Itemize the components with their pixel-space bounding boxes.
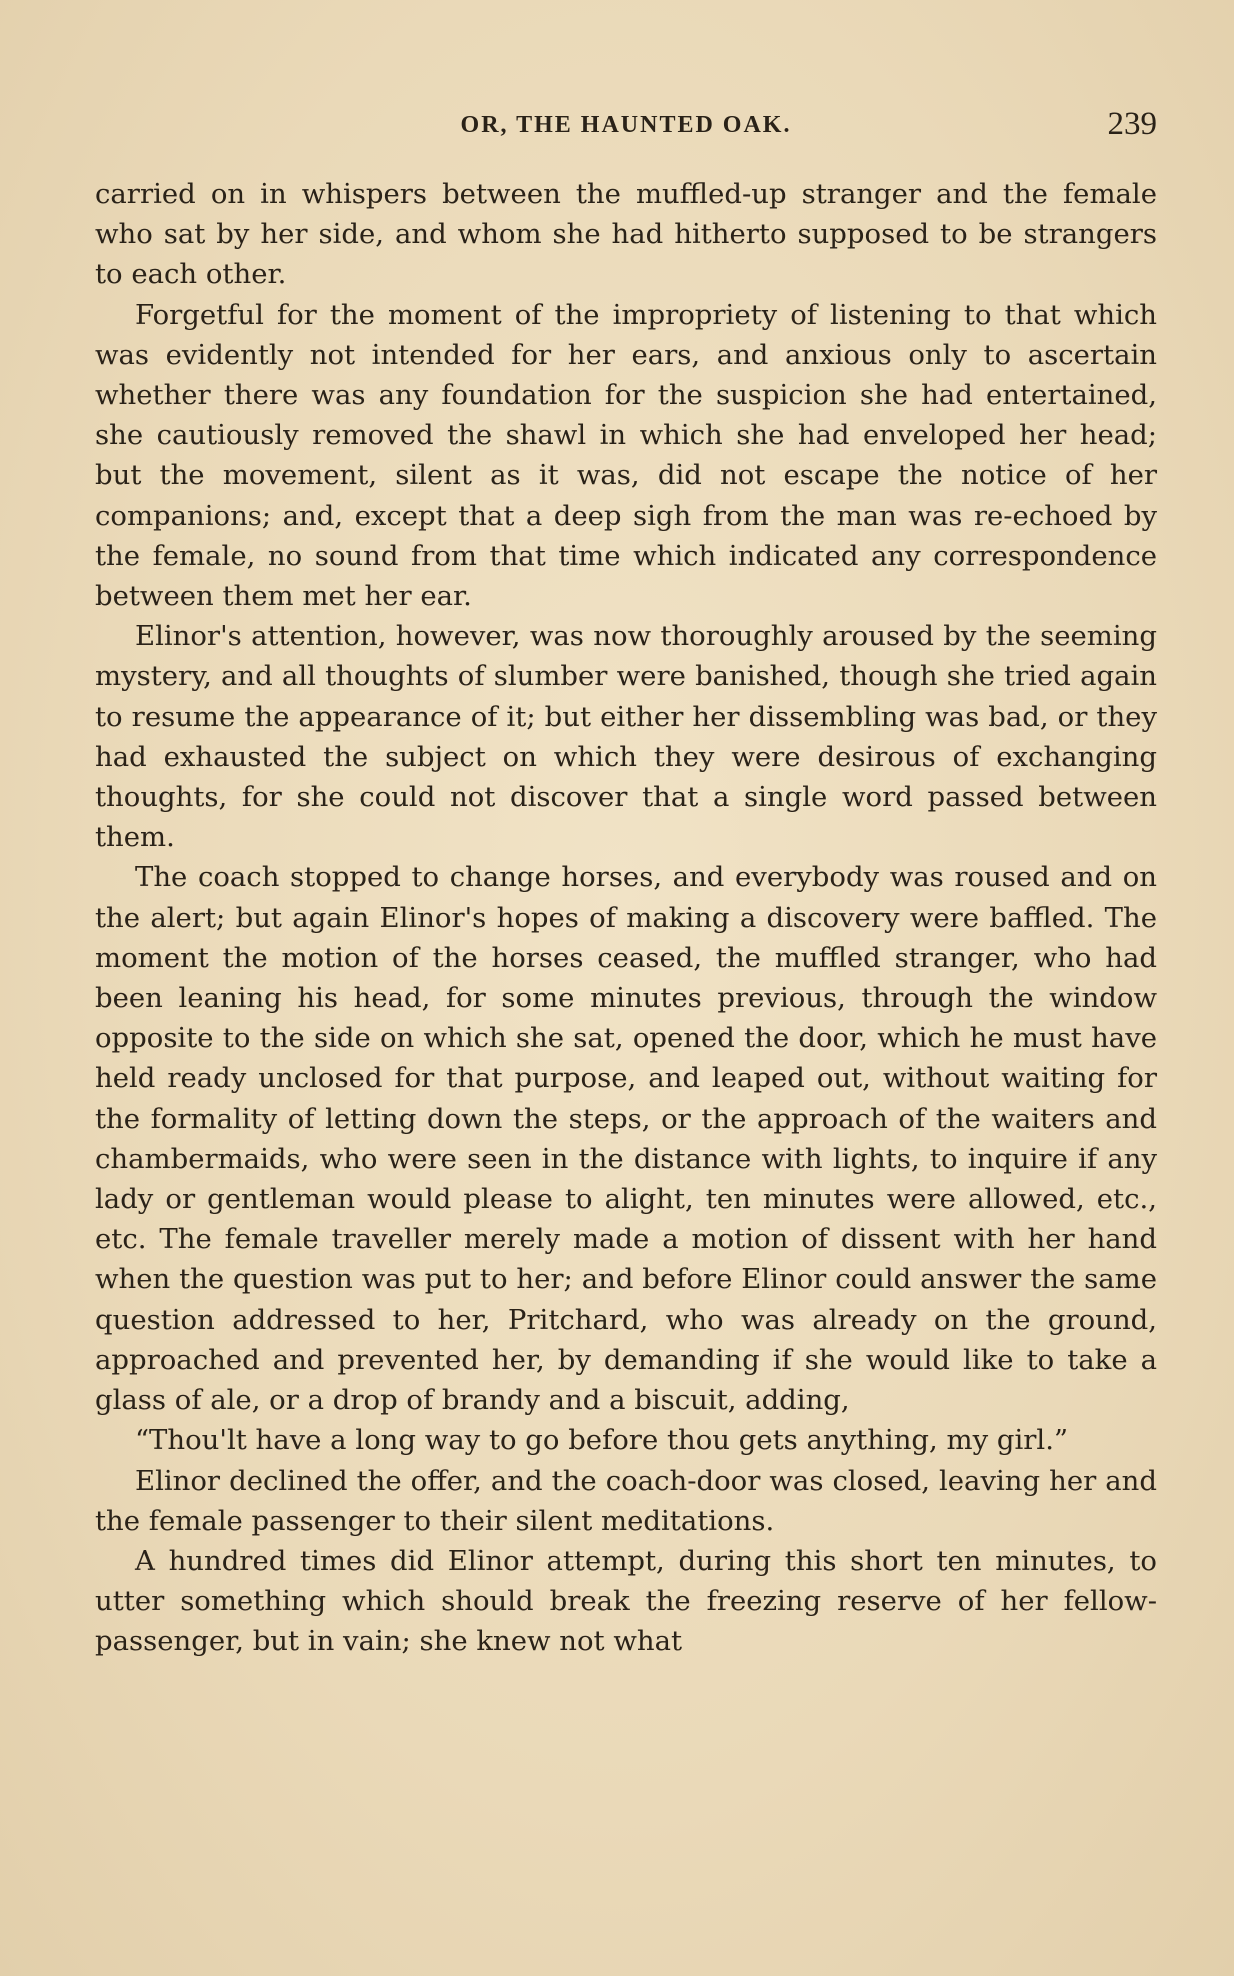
page-number: 239 [1107,106,1157,142]
page-header [95,106,1157,146]
paragraph: The coach stopped to change horses, and everybody was roused and on the alert; but again Elinor's hopes of making a discovery were baffled. The moment the motion of the horses ceased, the muffled stranger, who had been leaning his head, for some minutes previous, through the window opposite to the side on which she sat, opened the door, which he must have held ready unclosed for that purpose, and leaped out, without waiting for the formality of letting down the steps, or the approach of the waiters and chambermaids, who were seen in the distance with lights, to inquire if any lady or gentleman would please to alight, ten minutes were allowed, etc., etc. The female traveller merely made a motion of dissent with her hand when the question was put to her; and before Elinor could answer the same question addressed to her, Pritchard, who was already on the ground, approached and prevented her, by demanding if she would like to take a glass of ale, or a drop of brandy and a biscuit, adding, [95,861,1157,1417]
paragraph-continued: carried on in whispers between the muffled-up stranger and the female who sat by her side, and whom she had hitherto supposed to be strangers to each other. [95,178,1157,291]
body-text [95,174,1157,1662]
running-title: OR, THE HAUNTED OAK. [460,112,792,138]
paragraph: Forgetful for the moment of the impropriety of listening to that which was evidently not intended for her ears, and anxious only to ascertain whether there was any foundation for the suspicion she had entertained, she cautiously removed the shawl in which she had enveloped her head; but the movement, silent as it was, did not escape the notice of her companions; and, except that a deep sigh from the man was re-echoed by the female, no sound from that time which indicated any correspondence between them met her ear. [95,298,1157,613]
paragraph-quote: “Thou'lt have a long way to go before thou gets anything, my girl.” [135,1424,1069,1457]
paragraph: Elinor declined the offer, and the coach-door was closed, leaving her and the female passenger to their silent meditations. [95,1464,1157,1537]
paragraph: Elinor's attention, however, was now thoroughly aroused by the seeming mystery, and all thoughts of slumber were banished, though she tried again to resume the appearance of it; but either her dissembling was bad, or they had exhausted the subject on which they were desirous of exchanging thoughts, for she could not discover that a single word passed between them. [95,620,1157,854]
paragraph: A hundred times did Elinor attempt, during this short ten minutes, to utter something which should break the freezing reserve of her fellow-passenger, but in vain; she knew not what [95,1544,1157,1658]
